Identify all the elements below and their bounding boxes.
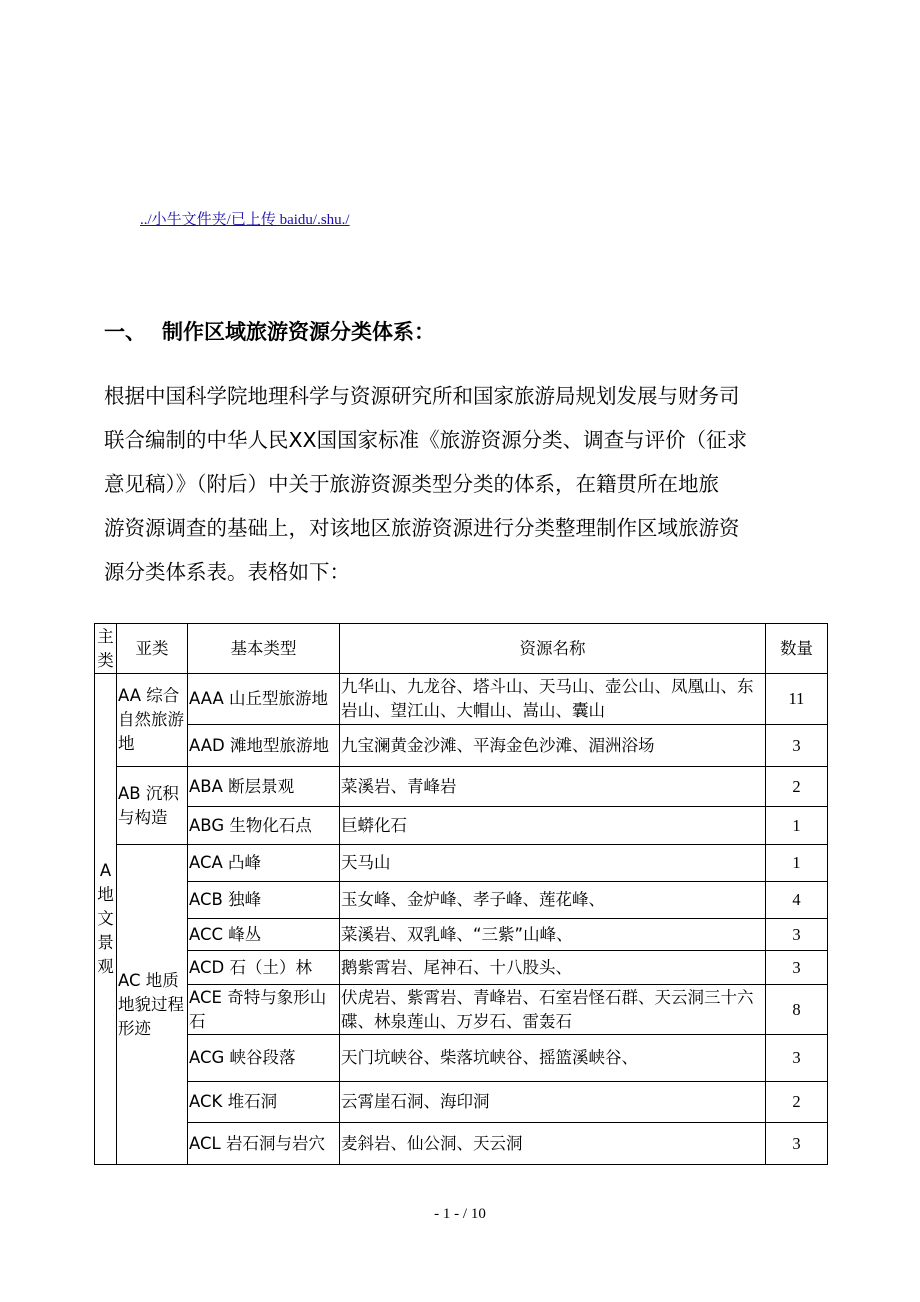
table-row [95,807,828,845]
resource-names-cell: 九宝澜黄金沙滩、平海金色沙滩、湄洲浴场 [340,725,766,767]
table-row [95,1035,828,1082]
resource-names-cell: 伏虎岩、紫霄岩、青峰岩、石室岩怪石群、天云洞三十六碟、林泉莲山、万岁石、雷轰石 [340,985,766,1035]
paragraph-line: 根据中国科学院地理科学与资源研究所和国家旅游局规划发展与财务司 [104,384,740,408]
table-header-row [95,624,828,674]
paragraph-line: 游资源调查的基础上，对该地区旅游资源进行分类整理制作区域旅游资 [104,516,740,540]
basic-type-cell: ACA 凸峰 [188,845,340,882]
basic-type-cell: AAD 滩地型旅游地 [188,725,340,767]
basic-type-cell: ACC 峰丛 [188,919,340,951]
paragraph-line: 意见稿）》（附后）中关于旅游资源类型分类的体系，在籍贯所在地旅 [104,472,719,496]
basic-type-cell: ACB 独峰 [188,882,340,919]
count-cell: 1 [766,807,828,845]
count-cell: 3 [766,1035,828,1082]
table-row [95,951,828,985]
basic-type-cell: AAA 山丘型旅游地 [188,674,340,725]
resource-names-cell: 麦斜岩、仙公洞、天云洞 [340,1123,766,1165]
main-category-cell: A地文景观 [95,674,117,1165]
table-row [95,1082,828,1123]
resource-names-cell: 鹅紫霄岩、尾神石、十八股头、 [340,951,766,985]
table-row [95,919,828,951]
table-row [95,985,828,1035]
count-cell: 1 [766,845,828,882]
resource-names-cell: 天门坑峡谷、柴落坑峡谷、摇篮溪峡谷、 [340,1035,766,1082]
basic-type-cell: ACK 堆石洞 [188,1082,340,1123]
table-row [95,767,828,807]
resource-names-cell: 云霄崖石洞、海印洞 [340,1082,766,1123]
section-number: 一、 [104,320,146,344]
table-row [95,882,828,919]
basic-type-cell: ACG 峡谷段落 [188,1035,340,1082]
resource-names-cell: 天马山 [340,845,766,882]
count-cell: 2 [766,767,828,807]
table-row [95,674,828,725]
count-cell: 11 [766,674,828,725]
basic-type-cell: ABA 断层景观 [188,767,340,807]
count-cell: 3 [766,919,828,951]
subcategory-cell: AA 综合自然旅游地 [117,674,188,767]
count-cell: 4 [766,882,828,919]
header-subcategory: 亚类 [117,624,188,674]
section-heading [104,316,435,346]
resource-names-cell: 九华山、九龙谷、塔斗山、天马山、壶公山、凤凰山、东岩山、望江山、大帽山、嵩山、囊山 [340,674,766,725]
table-row [95,725,828,767]
section-title: 制作区域旅游资源分类体系： [162,320,435,344]
resource-names-cell: 菜溪岩、青峰岩 [340,767,766,807]
count-cell: 8 [766,985,828,1035]
basic-type-cell: ABG 生物化石点 [188,807,340,845]
count-cell: 3 [766,951,828,985]
header-resource-names: 资源名称 [340,624,766,674]
count-cell: 3 [766,725,828,767]
basic-type-cell: ACD 石（土）林 [188,951,340,985]
intro-paragraph [104,374,794,594]
header-basic-type: 基本类型 [188,624,340,674]
resource-names-cell: 玉女峰、金炉峰、孝子峰、莲花峰、 [340,882,766,919]
table-row [95,845,828,882]
basic-type-cell: ACE 奇特与象形山石 [188,985,340,1035]
count-cell: 3 [766,1123,828,1165]
resource-classification-table [94,623,828,1165]
resource-names-cell: 巨蟒化石 [340,807,766,845]
count-cell: 2 [766,1082,828,1123]
header-count: 数量 [766,624,828,674]
basic-type-cell: ACL 岩石洞与岩穴 [188,1123,340,1165]
paragraph-line: 联合编制的中华人民XX国国家标准《旅游资源分类、调查与评价（征求 [104,428,748,452]
resource-names-cell: 菜溪岩、双乳峰、“三紫”山峰、 [340,919,766,951]
paragraph-line: 源分类体系表。表格如下： [104,560,350,584]
subcategory-cell: AC 地质地貌过程形迹 [117,845,188,1165]
page-number: - 1 - / 10 [434,1206,486,1222]
file-path-link[interactable]: ../小牛文件夹/已上传 baidu/.shu./ [140,212,350,228]
table-row [95,1123,828,1165]
subcategory-cell: AB 沉积与构造 [117,767,188,845]
header-main-category: 主类 [95,624,117,674]
